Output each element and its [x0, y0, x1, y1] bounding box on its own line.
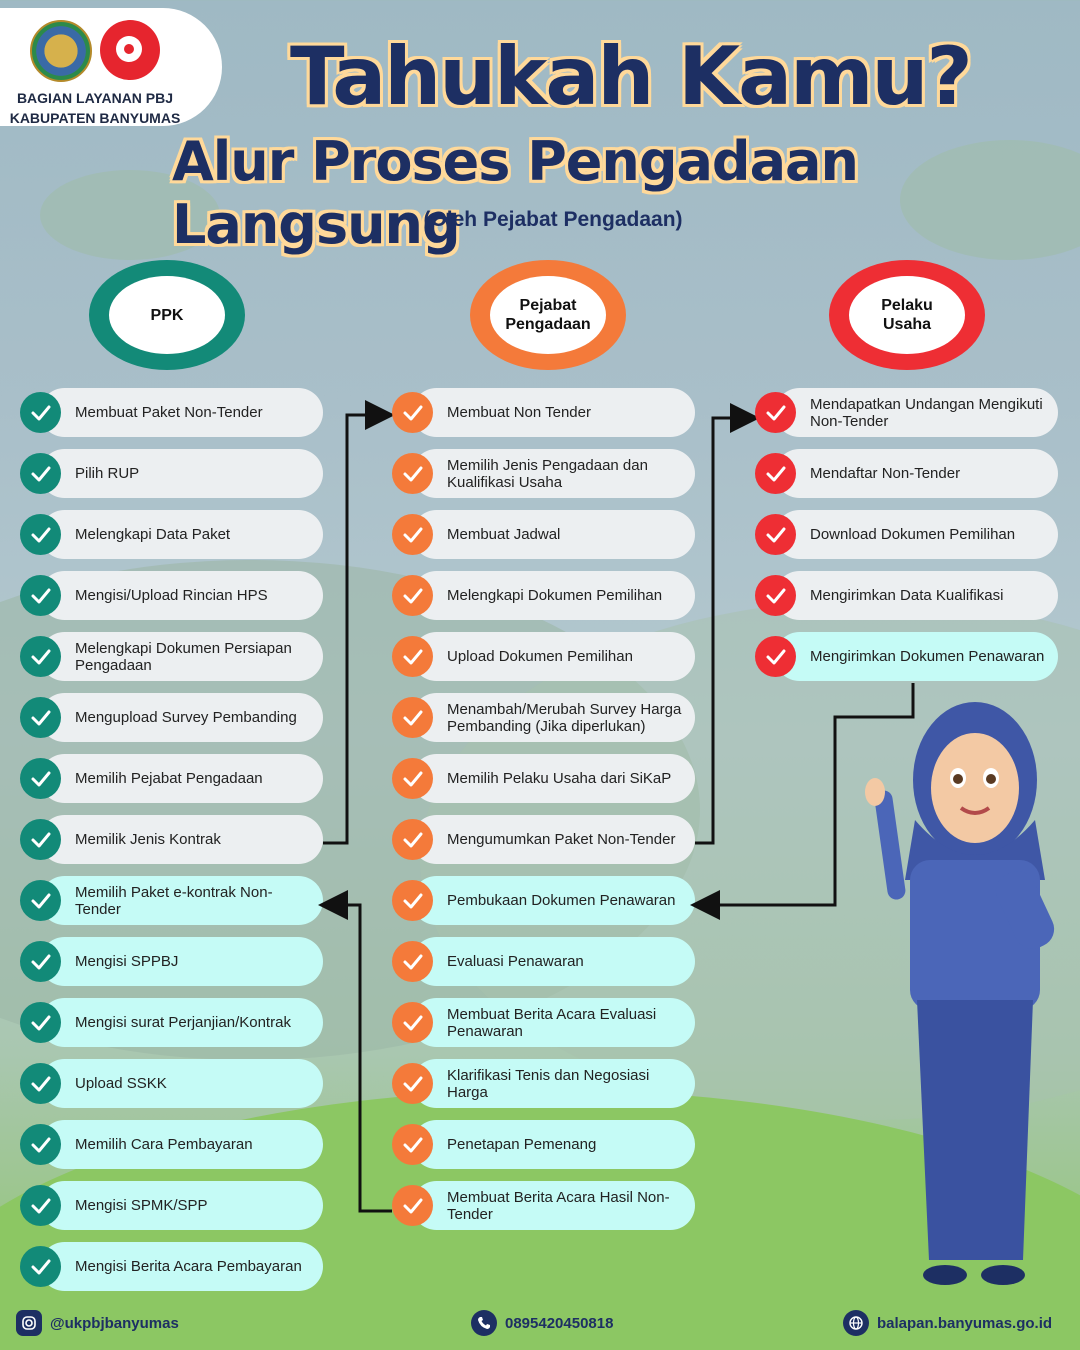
- check-icon: [20, 758, 61, 799]
- phone-icon: [471, 1310, 497, 1336]
- pejabat-step: [392, 1059, 695, 1108]
- pejabat-step: [392, 937, 695, 986]
- pejabat-step: [392, 815, 695, 864]
- check-icon: [392, 514, 433, 555]
- officer-illustration: [845, 700, 1075, 1300]
- pejabat-step-label: Evaluasi Penawaran: [412, 937, 695, 986]
- page-subtitle-heading: Alur Proses Pengadaan Langsung: [172, 130, 858, 256]
- check-icon: [392, 575, 433, 616]
- check-icon: [392, 758, 433, 799]
- ppk-step: [20, 998, 323, 1047]
- ppk-step: [20, 388, 323, 437]
- pejabat-step-label: Membuat Jadwal: [412, 510, 695, 559]
- check-icon: [20, 880, 61, 921]
- pejabat-step-label: Membuat Berita Acara Hasil Non-Tender: [412, 1181, 695, 1230]
- pelaku-step: [755, 449, 1058, 498]
- pejabat-step: [392, 754, 695, 803]
- pejabat-steps-list: [392, 388, 695, 1242]
- check-icon: [20, 819, 61, 860]
- check-icon: [20, 1124, 61, 1165]
- pejabat-step-label: Memilih Pelaku Usaha dari SiKaP: [412, 754, 695, 803]
- pejabat-step-label: Pembukaan Dokumen Penawaran: [412, 876, 695, 925]
- pelaku-step: [755, 571, 1058, 620]
- check-icon: [20, 1185, 61, 1226]
- pelaku-step: [755, 632, 1058, 681]
- pelaku-step-label: Mengirimkan Dokumen Penawaran: [775, 632, 1058, 681]
- ppk-step-label: Memilih Paket e-kontrak Non-Tender: [40, 876, 323, 925]
- check-icon: [20, 941, 61, 982]
- ppk-step: [20, 1242, 323, 1291]
- organization-line-1: BAGIAN LAYANAN PBJ: [16, 90, 174, 106]
- pelaku-step-label: Mendapatkan Undangan Mengikuti Non-Tender: [775, 388, 1058, 437]
- ppk-step-label: Membuat Paket Non-Tender: [40, 388, 323, 437]
- check-icon: [392, 636, 433, 677]
- globe-icon: [843, 1310, 869, 1336]
- pejabat-step: [392, 1181, 695, 1230]
- pejabat-step-label: Membuat Berita Acara Evaluasi Penawaran: [412, 998, 695, 1047]
- role-pejabat-label: Pejabat Pengadaan: [490, 276, 606, 354]
- footer-instagram[interactable]: [16, 1310, 179, 1336]
- check-icon: [755, 636, 796, 677]
- check-icon: [392, 1002, 433, 1043]
- instagram-icon: [16, 1310, 42, 1336]
- role-ppk-label: PPK: [109, 276, 225, 354]
- check-icon: [392, 392, 433, 433]
- ppk-step-label: Melengkapi Data Paket: [40, 510, 323, 559]
- ppk-step-label: Memilik Jenis Kontrak: [40, 815, 323, 864]
- check-icon: [392, 819, 433, 860]
- organization-name: [0, 88, 190, 128]
- check-icon: [755, 575, 796, 616]
- ppk-step: [20, 449, 323, 498]
- pelaku-step-label: Mengirimkan Data Kualifikasi: [775, 571, 1058, 620]
- check-icon: [20, 1246, 61, 1287]
- check-icon: [20, 1063, 61, 1104]
- check-icon: [392, 1063, 433, 1104]
- role-pelaku-usaha: [829, 260, 985, 370]
- pejabat-step: [392, 998, 695, 1047]
- instagram-handle: @ukpbjbanyumas: [50, 1314, 179, 1332]
- pelaku-steps-list: [755, 388, 1058, 693]
- ppk-step: [20, 1120, 323, 1169]
- footer-website[interactable]: [843, 1310, 1052, 1336]
- check-icon: [20, 392, 61, 433]
- check-icon: [755, 453, 796, 494]
- page-subtitle: (Oleh Pejabat Pengadaan): [423, 208, 683, 231]
- check-icon: [392, 697, 433, 738]
- check-icon: [20, 453, 61, 494]
- pelaku-step: [755, 388, 1058, 437]
- ppk-step-label: Mengisi Berita Acara Pembayaran: [40, 1242, 323, 1291]
- check-icon: [20, 514, 61, 555]
- ppk-step: [20, 1059, 323, 1108]
- role-pejabat-pengadaan: [470, 260, 626, 370]
- ppk-step-label: Mengisi SPPBJ: [40, 937, 323, 986]
- check-icon: [392, 1185, 433, 1226]
- pejabat-step: [392, 388, 695, 437]
- ppk-step-label: Mengisi surat Perjanjian/Kontrak: [40, 998, 323, 1047]
- check-icon: [392, 941, 433, 982]
- pejabat-step-label: Mengumumkan Paket Non-Tender: [412, 815, 695, 864]
- pejabat-step: [392, 876, 695, 925]
- page-title: Tahukah Kamu?: [290, 30, 971, 123]
- check-icon: [755, 392, 796, 433]
- website-url: balapan.banyumas.go.id: [877, 1314, 1053, 1332]
- ppk-step: [20, 754, 323, 803]
- pejabat-step-label: Melengkapi Dokumen Pemilihan: [412, 571, 695, 620]
- ppk-step-label: Memilih Cara Pembayaran: [40, 1120, 323, 1169]
- check-icon: [20, 575, 61, 616]
- pejabat-step: [392, 632, 695, 681]
- pelaku-step-label: Download Dokumen Pemilihan: [775, 510, 1058, 559]
- pelaku-step-label: Mendaftar Non-Tender: [775, 449, 1058, 498]
- ppk-step: [20, 510, 323, 559]
- pejabat-step: [392, 693, 695, 742]
- pelaku-step: [755, 510, 1058, 559]
- ppk-step-label: Mengisi SPMK/SPP: [40, 1181, 323, 1230]
- pejabat-step-label: Klarifikasi Tenis dan Negosiasi Harga: [412, 1059, 695, 1108]
- pejabat-step-label: Menambah/Merubah Survey Harga Pembanding (Jika diperlukan): [412, 693, 695, 742]
- pejabat-step-label: Memilih Jenis Pengadaan dan Kualifikasi Usaha: [412, 449, 695, 498]
- organization-line-2: KABUPATEN BANYUMAS: [9, 110, 181, 126]
- ppk-step: [20, 693, 323, 742]
- check-icon: [392, 1124, 433, 1165]
- pejabat-step-label: Penetapan Pemenang: [412, 1120, 695, 1169]
- role-pelaku-label: Pelaku Usaha: [849, 276, 965, 354]
- ppk-steps-list: [20, 388, 323, 1303]
- check-icon: [392, 880, 433, 921]
- check-icon: [755, 514, 796, 555]
- ppk-step-label: Pilih RUP: [40, 449, 323, 498]
- ppk-step: [20, 876, 323, 925]
- check-icon: [20, 1002, 61, 1043]
- ppk-step: [20, 1181, 323, 1230]
- role-ppk: [89, 260, 245, 370]
- check-icon: [20, 697, 61, 738]
- ppk-step: [20, 632, 323, 681]
- pejabat-step-label: Upload Dokumen Pemilihan: [412, 632, 695, 681]
- banyumas-seal-logo: [30, 20, 92, 82]
- pejabat-step: [392, 510, 695, 559]
- ppk-step: [20, 815, 323, 864]
- check-icon: [392, 453, 433, 494]
- pejabat-step: [392, 449, 695, 498]
- ppk-step: [20, 937, 323, 986]
- ppk-step: [20, 571, 323, 620]
- ppk-step-label: Memilih Pejabat Pengadaan: [40, 754, 323, 803]
- pejabat-step-label: Membuat Non Tender: [412, 388, 695, 437]
- pejabat-step: [392, 571, 695, 620]
- logo-header: [0, 8, 222, 126]
- check-icon: [20, 636, 61, 677]
- footer-phone[interactable]: [471, 1310, 613, 1336]
- ppk-step-label: Mengupload Survey Pembanding: [40, 693, 323, 742]
- ppk-step-label: Upload SSKK: [40, 1059, 323, 1108]
- phone-number: 0895420450818: [505, 1314, 614, 1332]
- ppk-step-label: Mengisi/Upload Rincian HPS: [40, 571, 323, 620]
- pbj-brand-logo: [100, 20, 160, 80]
- ppk-step-label: Melengkapi Dokumen Persiapan Pengadaan: [40, 632, 323, 681]
- pejabat-step: [392, 1120, 695, 1169]
